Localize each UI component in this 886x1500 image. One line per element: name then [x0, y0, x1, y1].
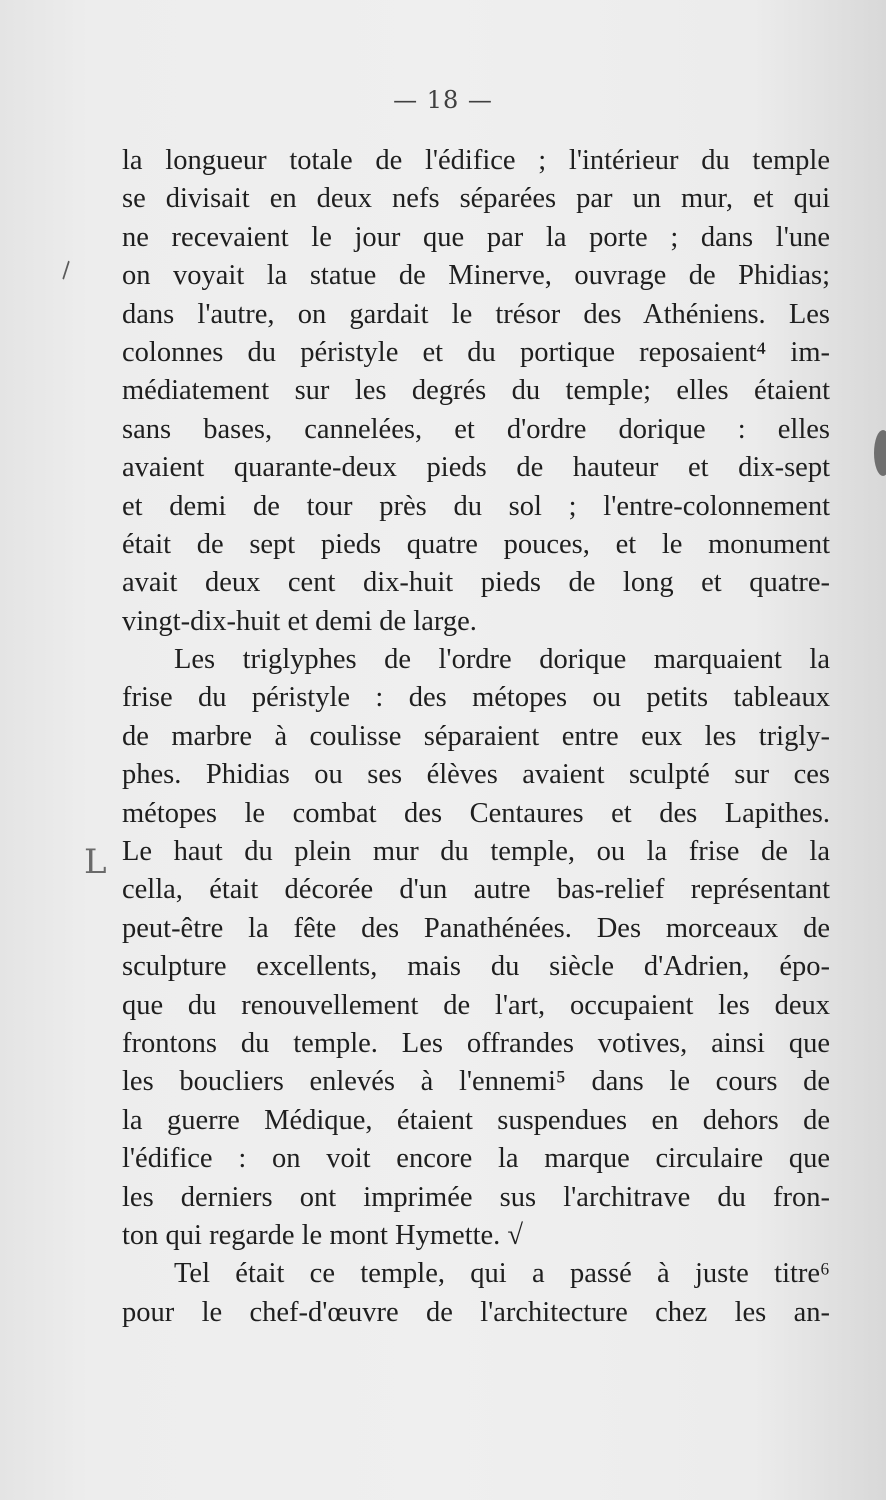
text-line: la longueur totale de l'édifice ; l'intérieur du temple	[122, 145, 830, 176]
text-line: dans l'autre, on gardait le trésor des Athéniens. Les	[122, 298, 830, 330]
text-line: peut-être la fête des Panathénées. Des morceaux de	[122, 912, 830, 944]
text-line: que du renouvellement de l'art, occupaient les deux	[122, 989, 830, 1021]
text-line: était de sept pieds quatre pouces, et le monument	[122, 528, 830, 560]
text-line: se divisait en deux nefs séparées par un mur, et qui	[122, 183, 830, 215]
text-line: on voyait la statue de Minerve, ouvrage de Phidias;	[122, 260, 830, 292]
text-line: frontons du temple. Les offrandes votives, ainsi que	[122, 1027, 830, 1059]
text-line: Les triglyphes de l'ordre dorique marquaient la	[174, 644, 830, 676]
text-line: ton qui regarde le mont Hymette. √	[122, 1219, 524, 1251]
text-line: et demi de tour près du sol ; l'entre-colonnement	[122, 490, 830, 522]
text-line: sculpture excellents, mais du siècle d'Adrien, épo-	[122, 951, 830, 983]
text-line: frise du péristyle : des métopes ou petits tableaux	[122, 682, 830, 714]
text-line: pour le chef-d'œuvre de l'architecture chez les an-	[122, 1296, 830, 1328]
text-line: avaient quarante-deux pieds de hauteur et dix-sept	[122, 452, 830, 484]
text-line: Tel était ce temple, qui a passé à juste titre⁶	[174, 1258, 830, 1290]
body-text	[122, 142, 830, 1332]
page-edge-shadow	[874, 430, 886, 476]
text-line: la guerre Médique, étaient suspendues en dehors de	[122, 1104, 830, 1136]
text-line: avait deux cent dix-huit pieds de long et quatre-	[122, 567, 830, 599]
margin-letter-mark: L	[84, 842, 107, 882]
text-line: cella, était décorée d'un autre bas-relief représentant	[122, 874, 830, 906]
text-line: médiatement sur les degrés du temple; elles étaient	[122, 375, 830, 407]
page-number: — 18 —	[393, 86, 493, 114]
text-line: phes. Phidias ou ses élèves avaient sculpté sur ces	[122, 759, 830, 791]
text-line: les derniers ont imprimée sus l'architrave du fron-	[122, 1181, 830, 1213]
text-line: Le haut du plein mur du temple, ou la frise de la	[122, 836, 830, 868]
text-line: sans bases, cannelées, et d'ordre dorique : elles	[122, 413, 830, 445]
text-line: les boucliers enlevés à l'ennemi⁵ dans le cours de	[122, 1066, 830, 1098]
text-line: de marbre à coulisse séparaient entre eux les trigly-	[122, 720, 830, 752]
text-line: vingt-dix-huit et demi de large.	[122, 605, 477, 637]
text-line: colonnes du péristyle et du portique reposaient⁴ im-	[122, 336, 830, 368]
text-line: l'édifice : on voit encore la marque circulaire que	[122, 1143, 830, 1175]
text-line: métopes le combat des Centaures et des Lapithes.	[122, 797, 830, 829]
text-line: ne recevaient le jour que par la porte ; dans l'une	[122, 221, 830, 253]
margin-tick-mark: \	[55, 258, 76, 283]
